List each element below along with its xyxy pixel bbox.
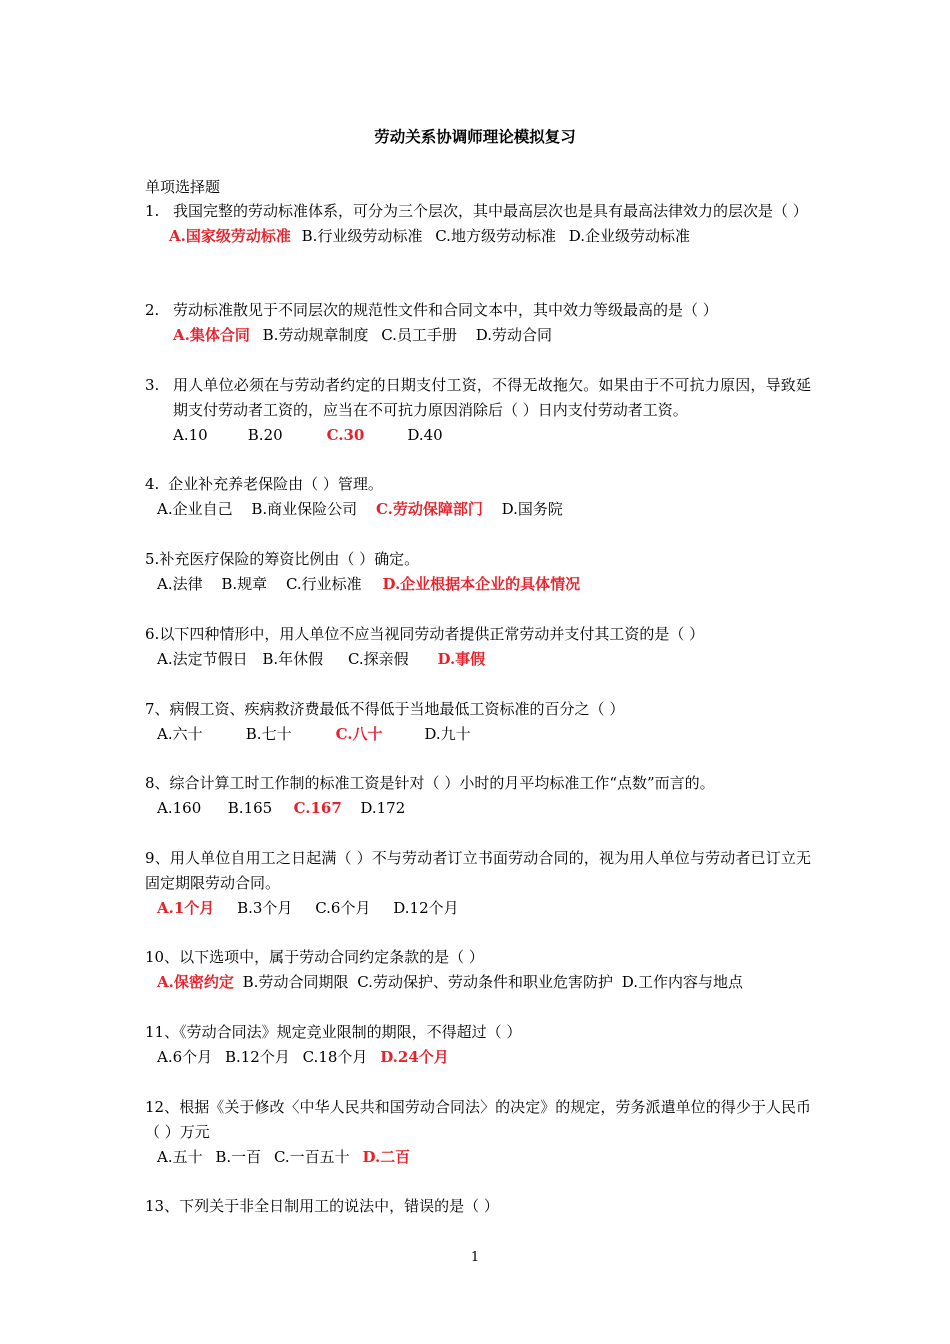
question-2: [145, 298, 811, 348]
option-a: A.六十: [157, 725, 203, 743]
option-d: D.40: [407, 426, 443, 444]
option-c: C.行业标准: [285, 575, 362, 593]
option-a: A.法定节假日: [157, 650, 248, 668]
option-c-answer: C.167: [293, 799, 342, 817]
options-row: [145, 896, 811, 921]
options-row: [145, 1045, 811, 1070]
question-number: 13、: [145, 1197, 180, 1215]
option-c: C.一百五十: [273, 1148, 350, 1166]
option-a-answer: A.集体合同: [173, 326, 250, 344]
option-a-answer: A.1个月: [157, 899, 215, 917]
options-row: [145, 970, 811, 995]
question-stem: 下列关于非全日制用工的说法中，错误的是（ ）: [179, 1197, 499, 1215]
question-number: 10、: [145, 948, 180, 966]
question-10: [145, 945, 811, 995]
question-7: [145, 697, 811, 747]
option-d: D.国务院: [501, 500, 563, 518]
question-number: 3.: [145, 376, 160, 394]
question-number: 5.: [145, 550, 160, 568]
options-row: [145, 323, 811, 348]
options-row: [145, 423, 811, 448]
options-row: [145, 572, 811, 597]
option-b: B.规章: [221, 575, 268, 593]
option-b: B.3个月: [237, 899, 293, 917]
option-d: D.企业级劳动标准: [568, 227, 690, 245]
question-12: [145, 1095, 811, 1170]
option-c: C.18个月: [302, 1048, 368, 1066]
option-d: D.劳动合同: [475, 326, 552, 344]
question-stem: 《劳动合同法》规定竞业限制的期限，不得超过（ ）: [179, 1023, 522, 1041]
option-d-answer: D.二百: [362, 1148, 411, 1166]
question-1: [145, 199, 811, 249]
question-3: [145, 373, 811, 448]
option-b: B.商业保险公司: [251, 500, 358, 518]
question-number: 4.: [145, 475, 160, 493]
options-row: [145, 1145, 811, 1170]
option-b: B.一百: [215, 1148, 262, 1166]
question-stem: 用人单位自用工之日起满（ ）不与劳动者订立书面劳动合同的，视为用人单位与劳动者已订立无固定期限劳动合同。: [145, 849, 812, 892]
option-d: D.工作内容与地点: [621, 973, 743, 991]
option-c: C.劳动保护、劳动条件和职业危害防护: [357, 973, 613, 991]
question-stem: 以下四种情形中，用人单位不应当视同劳动者提供正常劳动并支付其工资的是（ ）: [159, 625, 705, 643]
option-c-answer: C.劳动保障部门: [375, 500, 483, 518]
question-13: [145, 1194, 811, 1219]
option-d: D.172: [360, 799, 406, 817]
option-b: B.165: [227, 799, 273, 817]
option-a: A.五十: [157, 1148, 203, 1166]
question-number: 12、: [145, 1098, 180, 1116]
option-c: C.员工手册: [381, 326, 457, 344]
question-stem: 病假工资、疾病救济费最低不得低于当地最低工资标准的百分之（ ）: [169, 700, 625, 718]
option-a: A.6个月: [157, 1048, 213, 1066]
question-number: 8、: [145, 774, 170, 792]
question-5: [145, 547, 811, 597]
option-d: D.九十: [424, 725, 471, 743]
options-row: [145, 647, 811, 672]
option-b: B.20: [247, 426, 283, 444]
question-9: [145, 846, 811, 921]
options-row: [145, 224, 811, 249]
option-c: C.探亲假: [347, 650, 409, 668]
option-a-answer: A.保密约定: [157, 973, 234, 991]
option-a-answer: A.国家级劳动标准: [169, 227, 291, 245]
question-stem: 以下选项中，属于劳动合同约定条款的是（ ）: [179, 948, 484, 966]
question-stem: 劳动标准散见于不同层次的规范性文件和合同文本中，其中效力等级最高的是（ ）: [173, 301, 718, 319]
question-8: [145, 771, 811, 821]
question-number: 7、: [145, 700, 170, 718]
question-number: 9、: [145, 849, 170, 867]
question-4: [145, 472, 811, 522]
question-stem: 综合计算工时工作制的标准工资是针对（ ）小时的月平均标准工作“点数”而言的。: [169, 774, 715, 792]
section-heading: 单项选择题: [145, 178, 221, 196]
option-c-answer: C.30: [326, 426, 365, 444]
question-number: 11、: [145, 1023, 180, 1041]
question-stem: 补充医疗保险的筹资比例由（ ）确定。: [159, 550, 420, 568]
options-row: [145, 796, 811, 821]
question-stem: 我国完整的劳动标准体系，可分为三个层次，其中最高层次也是具有最高法律效力的层次是（ ）: [173, 202, 808, 220]
option-c: C.地方级劳动标准: [435, 227, 556, 245]
question-number: 1.: [145, 202, 160, 220]
option-d-answer: D.企业根据本企业的具体情况: [382, 575, 581, 593]
option-a: A.10: [173, 426, 208, 444]
option-b: B.行业级劳动标准: [301, 227, 423, 245]
option-b: B.劳动规章制度: [262, 326, 369, 344]
document-title: 劳动关系协调师理论模拟复习: [374, 127, 576, 146]
option-b: B.12个月: [224, 1048, 290, 1066]
option-b: B.劳动合同期限: [242, 973, 349, 991]
question-stem: 用人单位必须在与劳动者约定的日期支付工资，不得无故拖欠。如果由于不可抗力原因，导致延期支付劳动者工资的，应当在不可抗力原因消除后（ ）日内支付劳动者工资。: [173, 376, 811, 419]
option-c: C.6个月: [315, 899, 371, 917]
option-a: A.法律: [157, 575, 203, 593]
option-d-answer: D.事假: [437, 650, 486, 668]
question-number: 6.: [145, 625, 160, 643]
question-stem: 根据《关于修改〈中华人民共和国劳动合同法〉的决定》的规定，劳务派遣单位的得少于人民币（ ）万元: [145, 1098, 811, 1141]
option-d-answer: D.24个月: [380, 1048, 449, 1066]
option-b: B.七十: [245, 725, 292, 743]
option-a: A.企业自己: [157, 500, 233, 518]
page-number: 1: [470, 1250, 480, 1265]
option-b: B.年休假: [262, 650, 324, 668]
question-number: 2.: [145, 301, 160, 319]
option-d: D.12个月: [393, 899, 459, 917]
options-row: [145, 722, 811, 747]
option-c-answer: C.八十: [335, 725, 383, 743]
options-row: [145, 497, 811, 522]
question-6: [145, 622, 811, 672]
question-11: [145, 1020, 811, 1070]
question-stem: 企业补充养老保险由（ ）管理。: [168, 475, 383, 493]
option-a: A.160: [157, 799, 202, 817]
